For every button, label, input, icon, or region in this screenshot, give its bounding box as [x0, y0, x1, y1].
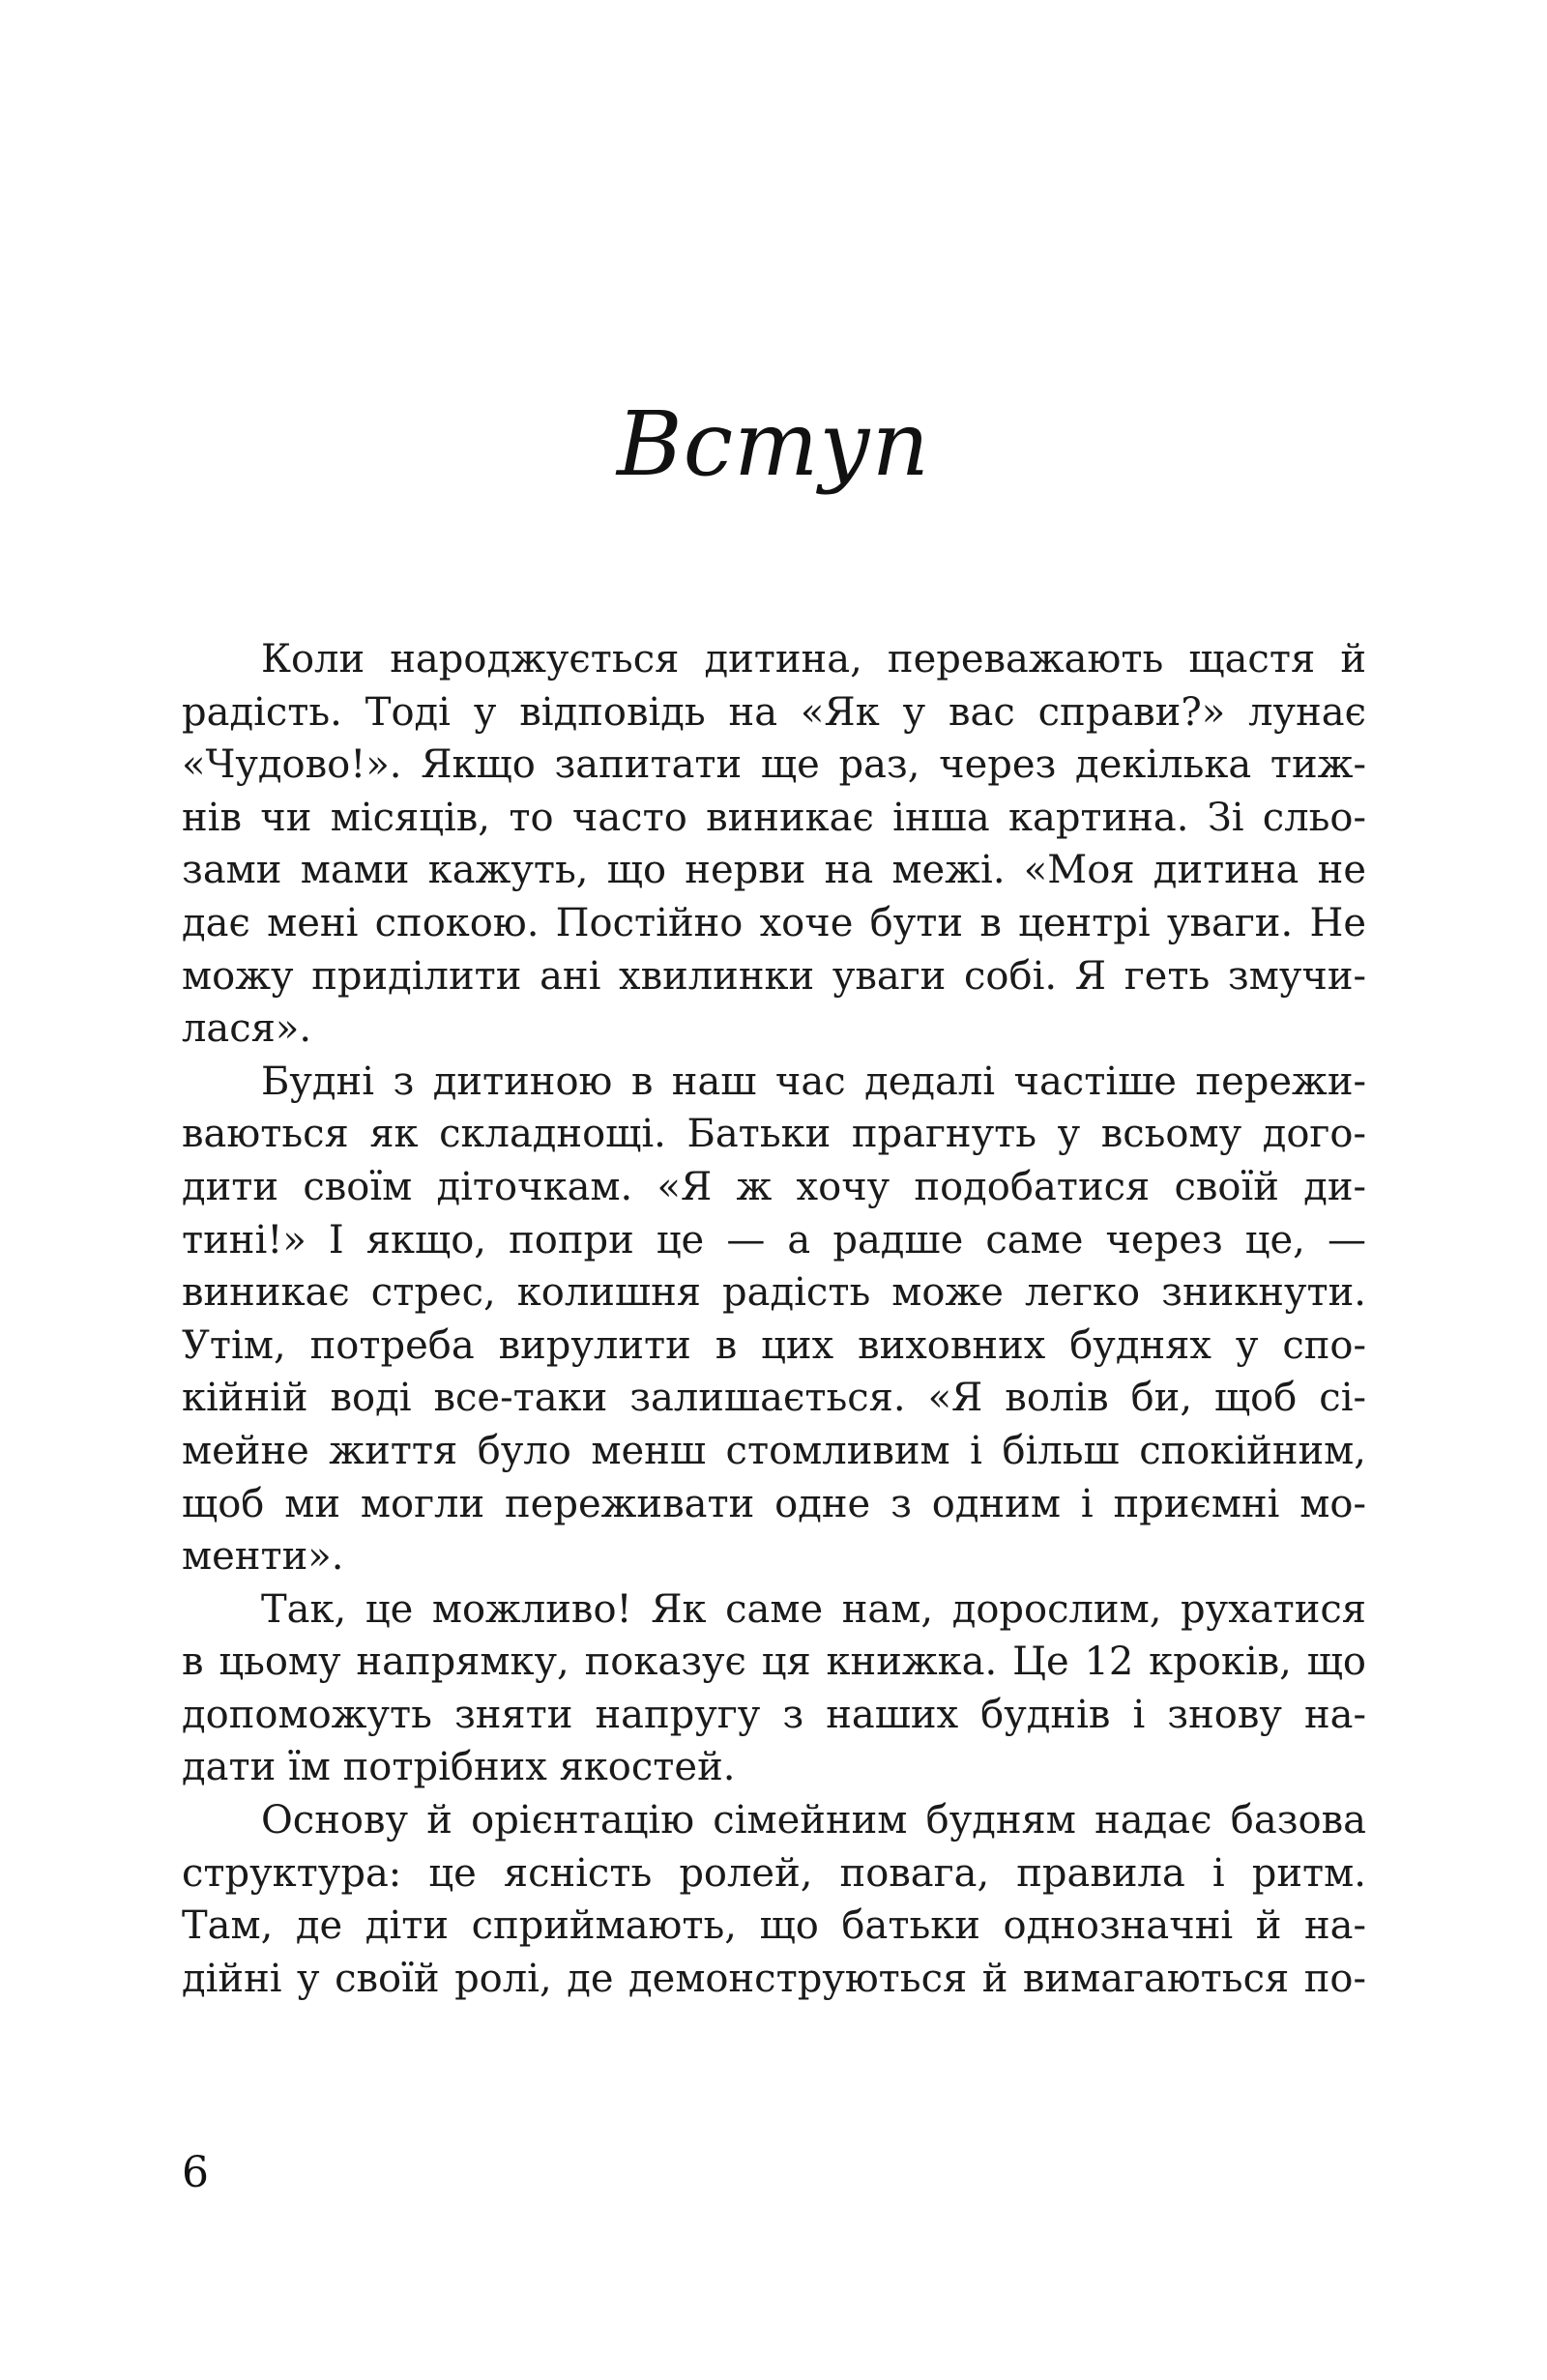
text-line: щоб ми могли переживати одне з одним і приємні мо-	[182, 1481, 1366, 1526]
text-line: дити своїм діточкам. «Я ж хочу подобатися своїй ди-	[182, 1164, 1366, 1209]
text-line: дати їм потрібних якостей.	[182, 1745, 736, 1790]
text-line: «Чудово!». Якщо запитати ще раз, через декілька тиж-	[182, 742, 1366, 788]
page-number: 6	[182, 2148, 209, 2197]
text-line: зами мами кажуть, що нерви на межі. «Моя дитина не	[182, 848, 1366, 893]
text-line: структура: це ясність ролей, повага, правила і ритм.	[182, 1850, 1366, 1896]
text-line: можу приділити ані хвилинки уваги собі. Я геть змучи-	[182, 953, 1366, 999]
text-line: радість. Тоді у відповідь на «Як у вас справи?» лунає	[182, 689, 1366, 735]
text-line: в цьому напрямку, показує ця книжка. Це 12 кроків, що	[182, 1640, 1366, 1685]
text-line: Утім, потреба вирулити в цих виховних буднях у спо-	[182, 1322, 1366, 1368]
text-line: Там, де діти сприймають, що батьки однозначні й на-	[182, 1903, 1366, 1949]
body-text	[182, 633, 1366, 2005]
text-line: лася».	[182, 1006, 312, 1052]
text-line: виникає стрес, колишня радість може легко зникнути.	[182, 1270, 1366, 1316]
text-line: Основу й орієнтацію сімейним будням надає базова	[261, 1798, 1366, 1843]
text-line: Коли народжується дитина, переважають щастя й	[261, 637, 1366, 682]
text-line: дійні у своїй ролі, де демонструються й вимагаються по-	[182, 1956, 1366, 2001]
text-line: менти».	[182, 1534, 344, 1580]
text-line: допоможуть зняти напругу з наших буднів і знову на-	[182, 1692, 1366, 1737]
text-line: нів чи місяців, то часто виникає інша картина. Зі сльо-	[182, 795, 1366, 840]
text-line: дає мені спокою. Постійно хоче бути в центрі уваги. Не	[182, 900, 1366, 945]
text-line: Так, це можливо! Як саме нам, дорослим, рухатися	[261, 1586, 1366, 1632]
chapter-title: Вступ	[617, 392, 930, 496]
text-line: ваються як складнощі. Батьки прагнуть у всьому дого-	[182, 1112, 1366, 1157]
text-line: мейне життя було менш стомливим і більш спокійним,	[182, 1428, 1366, 1473]
text-line: Будні з дитиною в наш час дедалі частіше пережи-	[261, 1059, 1366, 1104]
text-line: кійній воді все-таки залишається. «Я волів би, щоб сі-	[182, 1376, 1366, 1421]
text-line: тині!» І якщо, попри це — а радше саме через це, —	[182, 1217, 1366, 1263]
